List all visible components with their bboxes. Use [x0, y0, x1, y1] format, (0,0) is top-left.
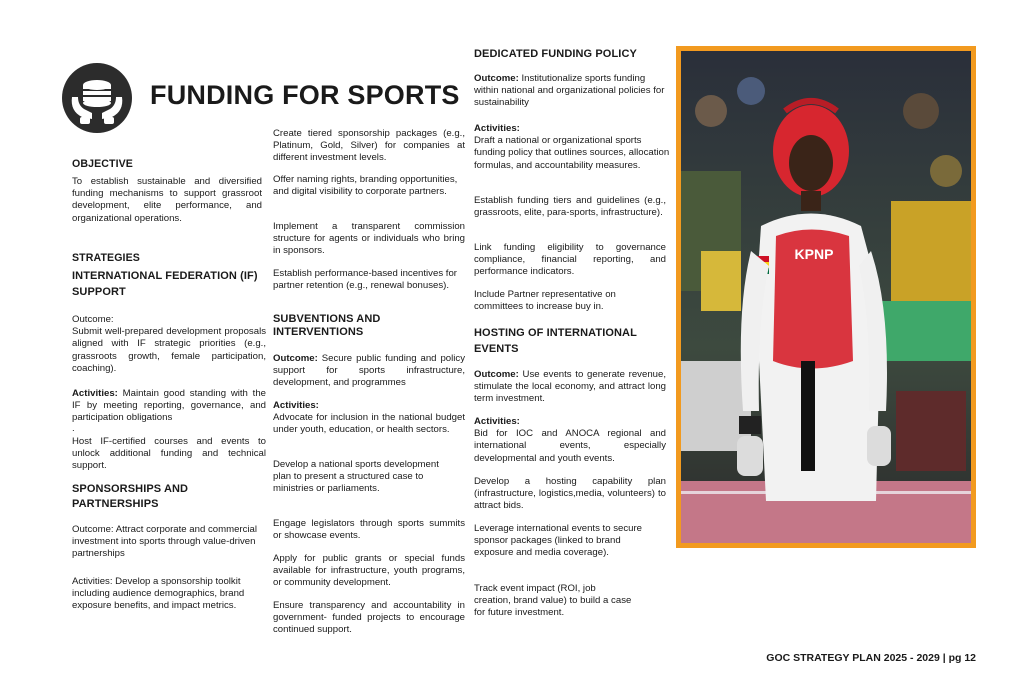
dedicated-outcome [474, 73, 670, 110]
funding-coins-hands-icon [62, 63, 132, 133]
if-activities [72, 388, 266, 425]
legislators-text: Engage legislators through sports summits or showcase events. [273, 518, 465, 542]
subventions-outcome-text: Secure public funding and policy support for sports infrastructure, development, and programmes [273, 353, 465, 389]
if-outcome-label: Outcome: [72, 314, 114, 325]
sponsorships-outcome: Outcome: Attract corporate and commercial investment into sports through value-driven partnerships [72, 524, 258, 560]
leverage-events-text: Leverage international events to secure sponsor packages (linked to brand exposure and media coverage). [474, 523, 642, 559]
if-support-heading: INTERNATIONAL FEDERATION (IF) SUPPORT [72, 270, 258, 298]
if-host-text: Host IF-certified courses and events to unlock additional funding and technical support. [72, 436, 266, 472]
if-activities-text: Maintain good standing with the IF by meeting reporting, governance, and participation obligations [72, 388, 267, 424]
funding-tiers-text: Establish funding tiers and guidelines (e.g., grassroots, elite, para-sports, infrastructure). [474, 195, 666, 219]
dedicated-funding-heading: DEDICATED FUNDING POLICY [474, 48, 637, 60]
hosting-heading: HOSTING OF INTERNATIONAL EVENTS [474, 327, 637, 355]
incentives-text: Establish performance-based incentives for partner retention (e.g., renewal bonuses). [273, 268, 457, 292]
hosting-activities-label: Activities: [474, 416, 520, 427]
subventions-activities-label: Activities: [273, 400, 319, 411]
dedicated-outcome-label: Outcome: [474, 73, 519, 84]
dedicated-activities [474, 123, 670, 172]
dedicated-activities-label: Activities: [474, 123, 520, 134]
sponsorships-activities: Activities: Develop a sponsorship toolkit including audience demographics, brand exposure benefits, and impact metrics. [72, 576, 245, 612]
subventions-heading: SUBVENTIONS AND INTERVENTIONS [273, 313, 381, 338]
grants-text: Apply for public grants or special funds available for infrastructure, youth programs, or community development. [273, 553, 465, 589]
hosting-outcome-text: Use events to generate revenue, stimulate the local economy, and attract long term investment. [474, 369, 666, 405]
track-impact-text: Track event impact (ROI, job creation, brand value) to build a case for future investment. [474, 583, 632, 619]
bid-events-text: Bid for IOC and ANOCA regional and international events, especially developmental and youth events. [474, 428, 666, 464]
hosting-plan-text: Develop a hosting capability plan (infrastructure, logistics,media, volunteers) to attract bids. [474, 476, 666, 512]
if-activities-label: Activities: [72, 388, 118, 399]
hosting-activities [474, 416, 666, 465]
athlete-photo-frame [676, 46, 976, 548]
stray-dot: . [72, 423, 75, 434]
sponsorship-tiers-text: Create tiered sponsorship packages (e.g., Platinum, Gold, Silver) for companies at different investment levels. [273, 128, 465, 164]
commission-text: Implement a transparent commission structure for agents or individuals who bring in sponsors. [273, 221, 465, 257]
sponsorships-heading: SPONSORSHIPS AND PARTNERSHIPS [72, 483, 189, 510]
national-plan-text: Develop a national sports development plan to present a structured case to ministries or parliaments. [273, 459, 439, 495]
strategies-heading: STRATEGIES [72, 252, 140, 264]
taekwondo-athlete-photo [681, 51, 971, 543]
advocate-text: Advocate for inclusion in the national budget under youth, education, or health sectors. [273, 412, 465, 436]
hosting-outcome-label: Outcome: [474, 369, 519, 380]
naming-rights-text: Offer naming rights, branding opportunities, and digital visibility to corporate partners. [273, 174, 458, 198]
vest-label: KPNP [794, 246, 834, 262]
hosting-outcome [474, 369, 666, 406]
if-outcome-text: Submit well-prepared development proposals aligned with IF strategic priorities (e.g., grassroots growth, female participation, coaching). [72, 326, 266, 374]
eligibility-text: Link funding eligibility to governance compliance, financial reporting, and performance indicators. [474, 242, 666, 278]
subventions-outcome [273, 353, 465, 390]
transparency-text: Ensure transparency and accountability in government- funded projects to encourage continued support. [273, 600, 465, 636]
subventions-activities [273, 400, 465, 437]
if-outcome-block [72, 314, 266, 375]
objective-heading: OBJECTIVE [72, 158, 133, 170]
draft-policy-text: Draft a national or organizational sports funding policy that outlines sources, allocation formulas, and accountability measures. [474, 135, 670, 171]
partner-representative-text: Include Partner representative on committees to increase buy in. [474, 289, 616, 313]
dedicated-outcome-text: Institutionalize sports funding within national and organizational policies for sustainability [474, 73, 665, 109]
page-footer: GOC STRATEGY PLAN 2025 - 2029 | pg 12 [766, 652, 976, 664]
page-title: FUNDING FOR SPORTS [150, 80, 460, 110]
objective-heading-wrap [72, 157, 262, 171]
subventions-outcome-label: Outcome: [273, 353, 318, 364]
objective-text: To establish sustainable and diversified funding mechanisms to support grassroot development, elite performance, and organizational operations. [72, 176, 262, 224]
